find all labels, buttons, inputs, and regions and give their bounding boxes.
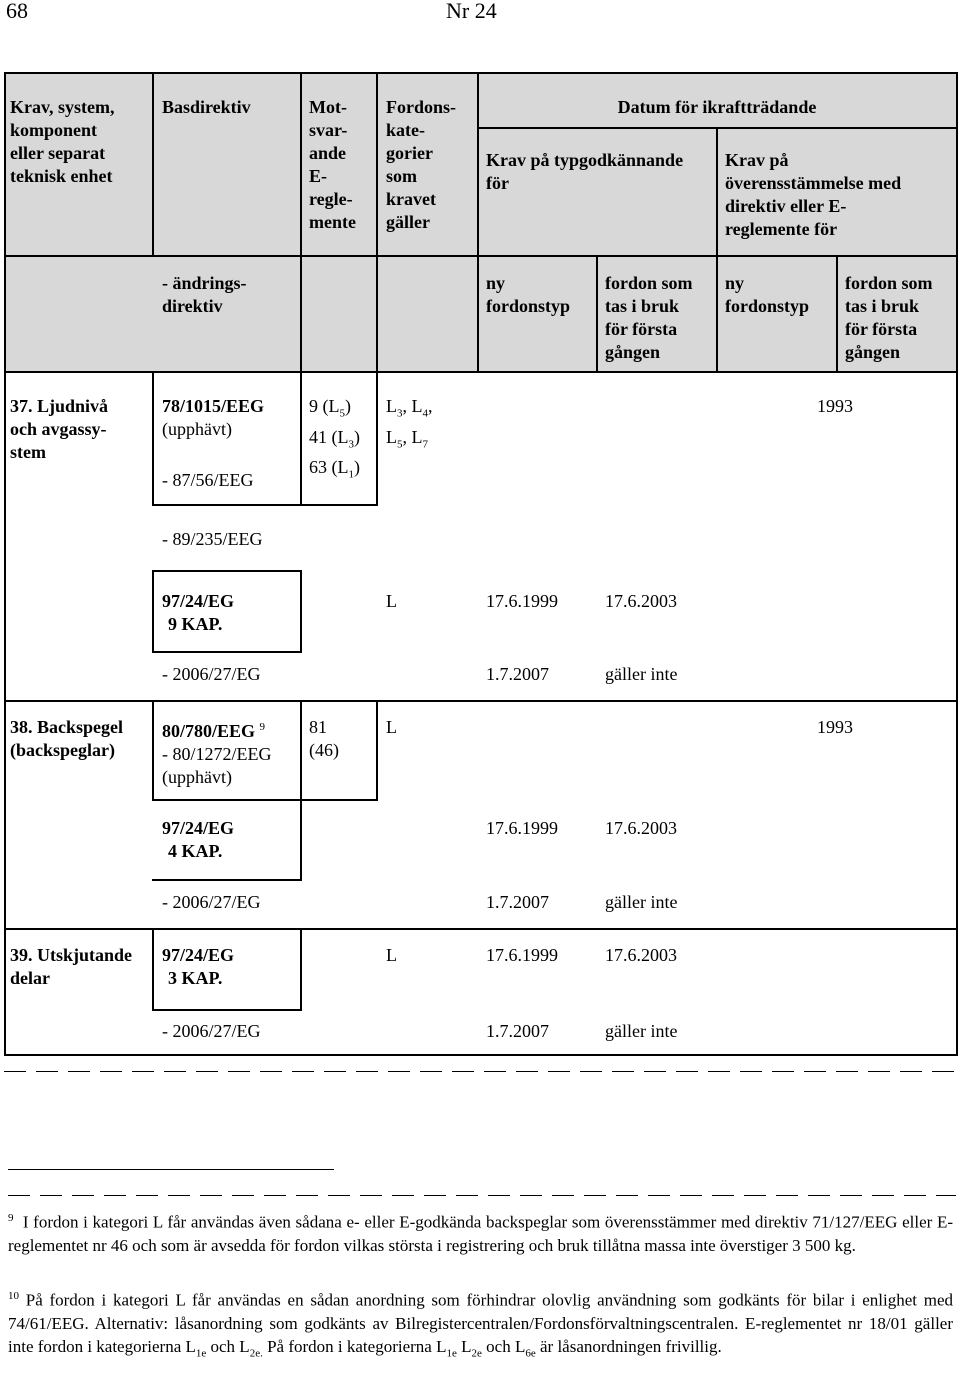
row-38-category: L [386, 717, 397, 737]
row-39-sub2-date-2: gäller inte [605, 1021, 678, 1041]
row-38-sub2-date-1: 1.7.2007 [486, 892, 549, 912]
row-39-sub2-directive: - 2006/27/EG [162, 1021, 261, 1041]
row-37-sub2-date-1: 1.7.2007 [486, 664, 549, 684]
header-base-directive: Basdirektiv [162, 97, 251, 117]
row-37-ece: 9 $(L_5)$ 41 $(L_3)$ 63 $(L_1)$ [309, 396, 360, 481]
dashed-separator-top [4, 1071, 956, 1072]
row-37-sub1-directive: 97/24/EG 9 KAP. [162, 591, 235, 634]
row-37-base-directive: 78/1015/EEG (upphävt) [162, 396, 265, 439]
issue-number: Nr 24 [446, 0, 497, 23]
subheader-first-use-2: fordon som tas i bruk för första gången [845, 273, 933, 362]
row-38-base-directive: 80/780/EEG $^9$ - 80/1272/EEG (upphävt) [162, 721, 272, 787]
subheader-first-use-1: fordon som tas i bruk för första gången [605, 273, 693, 362]
header-conformity: Krav på överensstämmelse med direktiv eller E- reglemente för [725, 150, 902, 239]
row-37-sub1-category: L [386, 591, 397, 611]
page-number: 68 [6, 0, 28, 23]
row-39-title: 39. Utskjutande delar [10, 945, 133, 988]
footnote-9: $^9$ I fordon i kategori L får användas även sådana e- eller E-godkända backspeglar som överensstämmer med direktiv 71/127/EEG eller E-reglementet nr 46 och som är avsedda för fordon vilkas största i registrering och bruk tillåtna massa inte överstiger 3 500 kg. [8, 1212, 954, 1255]
dashed-separator-bottom [8, 1195, 956, 1196]
row-39-sub1-directive: 97/24/EG 3 KAP. [162, 945, 235, 988]
row-38-sub2-directive: - 2006/27/EG [162, 892, 261, 912]
row-39-sub1-date-1: 17.6.1999 [486, 945, 558, 965]
row-37-title: 37. Ljudnivå och avgassy- stem [10, 396, 109, 462]
row-38-sub1-date-2: 17.6.2003 [605, 818, 677, 838]
header-type-approval: Krav på typgodkännande för [486, 150, 684, 193]
footnote-10: $^{10}$ På fordon i kategori L får användas en sådan anordning som förhindrar olovlig användning som godkänts för bilar i enlighet med 74/61/EEG. Alternativ: låsanordning som godkänts av Bilregistercentralen/Fordonsförvaltningscentralen. E-reglementet nr 18/01 gäller inte fordon i kategorierna $L_{1e}$ och $L_{2e.}$ På fordon i kategorierna $L_{1e}$ $L_{2e}$ och $L_{6e}$ är låsanordningen frivillig. [8, 1290, 954, 1360]
row-39-sub2-date-1: 1.7.2007 [486, 1021, 549, 1041]
row-37-categories: $L_3$, $L_4$, $L_5$, $L_7$ [386, 396, 433, 451]
row-37-amendment-2: - 89/235/EEG [162, 529, 263, 549]
subheader-amending-directive: - ändrings- direktiv [162, 273, 247, 316]
row-39-sub1-date-2: 17.6.2003 [605, 945, 677, 965]
row-38-sub1-date-1: 17.6.1999 [486, 818, 558, 838]
header-date-group: Datum för ikraftträdande [617, 97, 817, 117]
row-37-sub1-date-1: 17.6.1999 [486, 591, 558, 611]
footnote-rule [8, 1169, 334, 1170]
row-37-date: 1993 [817, 396, 853, 416]
row-38-sub1-directive: 97/24/EG 4 KAP. [162, 818, 235, 861]
subheader-new-type-2: ny fordonstyp [725, 273, 810, 316]
header-requirement: Krav, system, komponent eller separat teknisk enhet [10, 97, 115, 186]
row-37-sub1-date-2: 17.6.2003 [605, 591, 677, 611]
row-38-date: 1993 [817, 717, 853, 737]
row-38-title: 38. Backspegel (backspeglar) [10, 717, 124, 760]
subheader-new-type-1: ny fordonstyp [486, 273, 571, 316]
row-37-amendment-1: - 87/56/EEG [162, 470, 254, 490]
header-vehicle-categories: Fordons- kate- gorier som kravet gäller [386, 97, 457, 232]
header-ece: Mot- svar- ande E- regle- mente [309, 97, 356, 232]
row-37-sub2-date-2: gäller inte [605, 664, 678, 684]
row-37-sub2-directive: - 2006/27/EG [162, 664, 261, 684]
row-38-ece: 81 (46) [309, 717, 339, 760]
row-38-sub2-date-2: gäller inte [605, 892, 678, 912]
row-39-sub1-category: L [386, 945, 397, 965]
